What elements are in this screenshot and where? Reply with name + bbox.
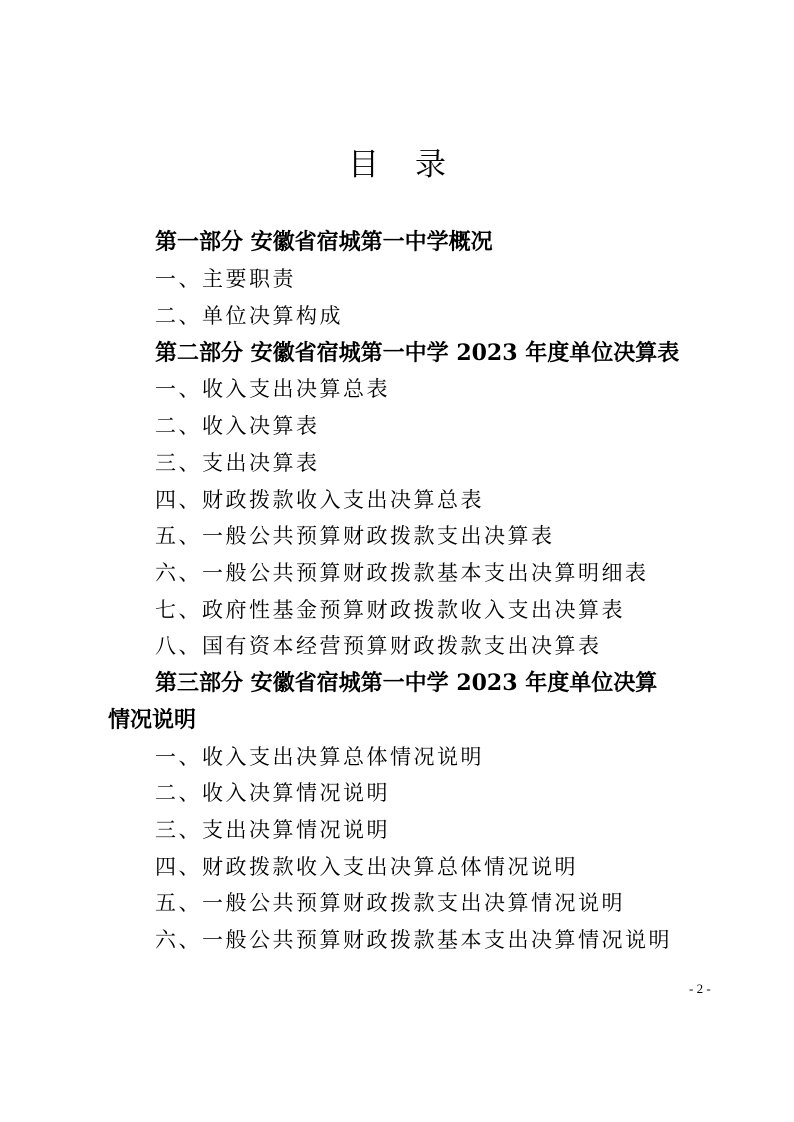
toc-item: 一、主要职责 [155,267,296,291]
toc-item: 二、收入决算表 [155,414,320,438]
toc-item: 六、一般公共预算财政拨款基本支出决算情况说明 [155,928,672,952]
toc-item: 五、一般公共预算财政拨款支出决算情况说明 [155,891,625,915]
toc-item: 三、支出决算情况说明 [155,818,390,842]
toc-item: 一、收入支出决算总表 [155,377,390,401]
toc-item: 六、一般公共预算财政拨款基本支出决算明细表 [155,561,649,585]
toc-item: 一、收入支出决算总体情况说明 [155,745,484,769]
title-char-2: 录 [415,147,446,183]
toc-part3-heading: 第三部分 安徽省宿城第一中学 2023 年度单位决算 [155,670,658,696]
toc-item: 二、收入决算情况说明 [155,781,390,805]
toc-part3-heading-continued: 情况说明 [108,707,197,733]
toc-part1-heading: 第一部分 安徽省宿城第一中学概况 [155,229,493,255]
title-char-1: 目 [348,147,379,183]
page-title [0,145,794,185]
toc-part2-heading: 第二部分 安徽省宿城第一中学 2023 年度单位决算表 [155,340,680,366]
toc-item: 四、财政拨款收入支出决算总体情况说明 [155,855,578,879]
page-number: - 2 - [689,981,711,996]
toc-item: 八、国有资本经营预算财政拨款支出决算表 [155,634,602,658]
toc-item: 二、单位决算构成 [155,304,343,328]
toc-item: 四、财政拨款收入支出决算总表 [155,488,484,512]
toc-item: 三、支出决算表 [155,451,320,475]
toc-item: 七、政府性基金预算财政拨款收入支出决算表 [155,598,625,622]
toc-item: 五、一般公共预算财政拨款支出决算表 [155,524,555,548]
